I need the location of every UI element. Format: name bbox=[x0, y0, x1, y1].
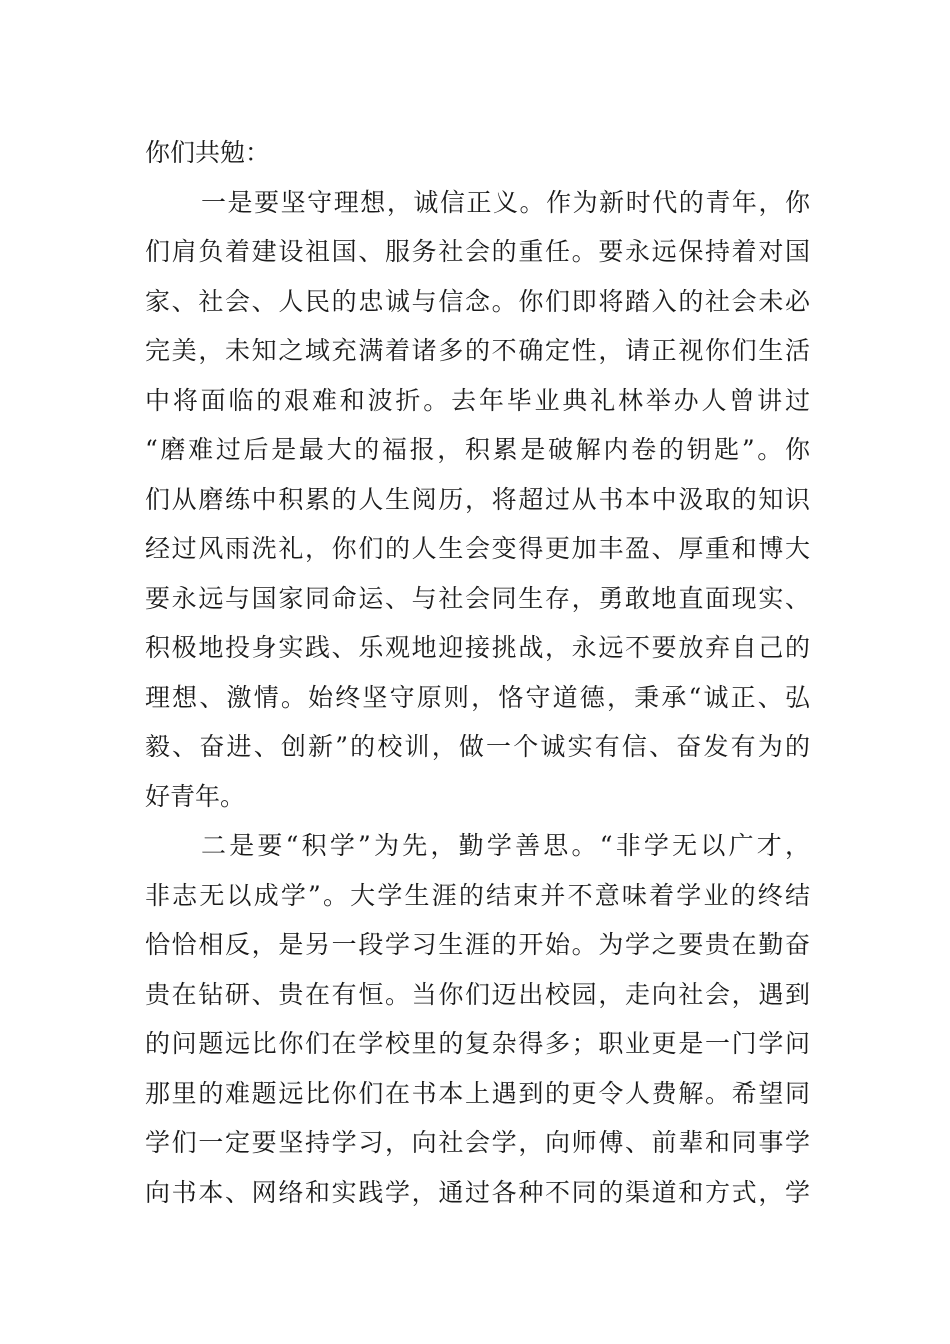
text-line: 积极地投身实践、乐观地迎接挑战，永远不要放弃自己的 bbox=[145, 633, 810, 662]
text-line: 毅、奋进、创新”的校训，做一个诚实有信、奋发有为的 bbox=[145, 732, 810, 761]
text-line: 好青年。 bbox=[145, 781, 246, 811]
text-line: 完美，未知之域充满着诸多的不确定性，请正视你们生活 bbox=[145, 336, 810, 365]
text-line: 那里的难题远比你们在书本上遇到的更令人费解。希望同 bbox=[145, 1078, 810, 1108]
text-line: 向书本、网络和实践学，通过各种不同的渠道和方式，学 bbox=[145, 1177, 810, 1207]
text-line: 理想、激情。始终坚守原则，恪守道德，秉承“诚正、弘 bbox=[145, 682, 810, 712]
text-line: 的问题远比你们在学校里的复杂得多；职业更是一门学问 bbox=[145, 1029, 810, 1058]
text-line: 们肩负着建设祖国、服务社会的重任。要永远保持着对国 bbox=[145, 237, 810, 266]
text-line: 要永远与国家同命运、与社会同生存，勇敢地直面现实、 bbox=[145, 583, 810, 613]
text-line: 们从磨练中积累的人生阅历，将超过从书本中汲取的知识 bbox=[145, 484, 810, 514]
text-line: 贵在钻研、贵在有恒。当你们迈出校园，走向社会，遇到 bbox=[145, 979, 810, 1009]
text-line: 家、社会、人民的忠诚与信念。你们即将踏入的社会未必 bbox=[145, 286, 810, 316]
text-line: 经过风雨洗礼，你们的人生会变得更加丰盈、厚重和博大 bbox=[145, 534, 810, 563]
text-line: 学们一定要坚持学习，向社会学，向师傅、前辈和同事学 bbox=[145, 1128, 810, 1157]
text-line: “磨难过后是最大的福报，积累是破解内卷的钥匙”。你 bbox=[145, 435, 810, 464]
body-text bbox=[145, 128, 810, 1217]
text-line: 二是要“积学”为先，勤学善思。“非学无以广才， bbox=[201, 831, 810, 860]
text-line: 恰恰相反，是另一段学习生涯的开始。为学之要贵在勤奋 bbox=[145, 930, 810, 959]
text-line: 你们共勉： bbox=[145, 138, 271, 167]
text-line: 一是要坚守理想，诚信正义。作为新时代的青年，你 bbox=[201, 187, 810, 217]
text-line: 非志无以成学”。大学生涯的结束并不意味着学业的终结 bbox=[145, 880, 810, 910]
text-line: 中将面临的艰难和波折。去年毕业典礼林举办人曾讲过 bbox=[145, 385, 810, 415]
